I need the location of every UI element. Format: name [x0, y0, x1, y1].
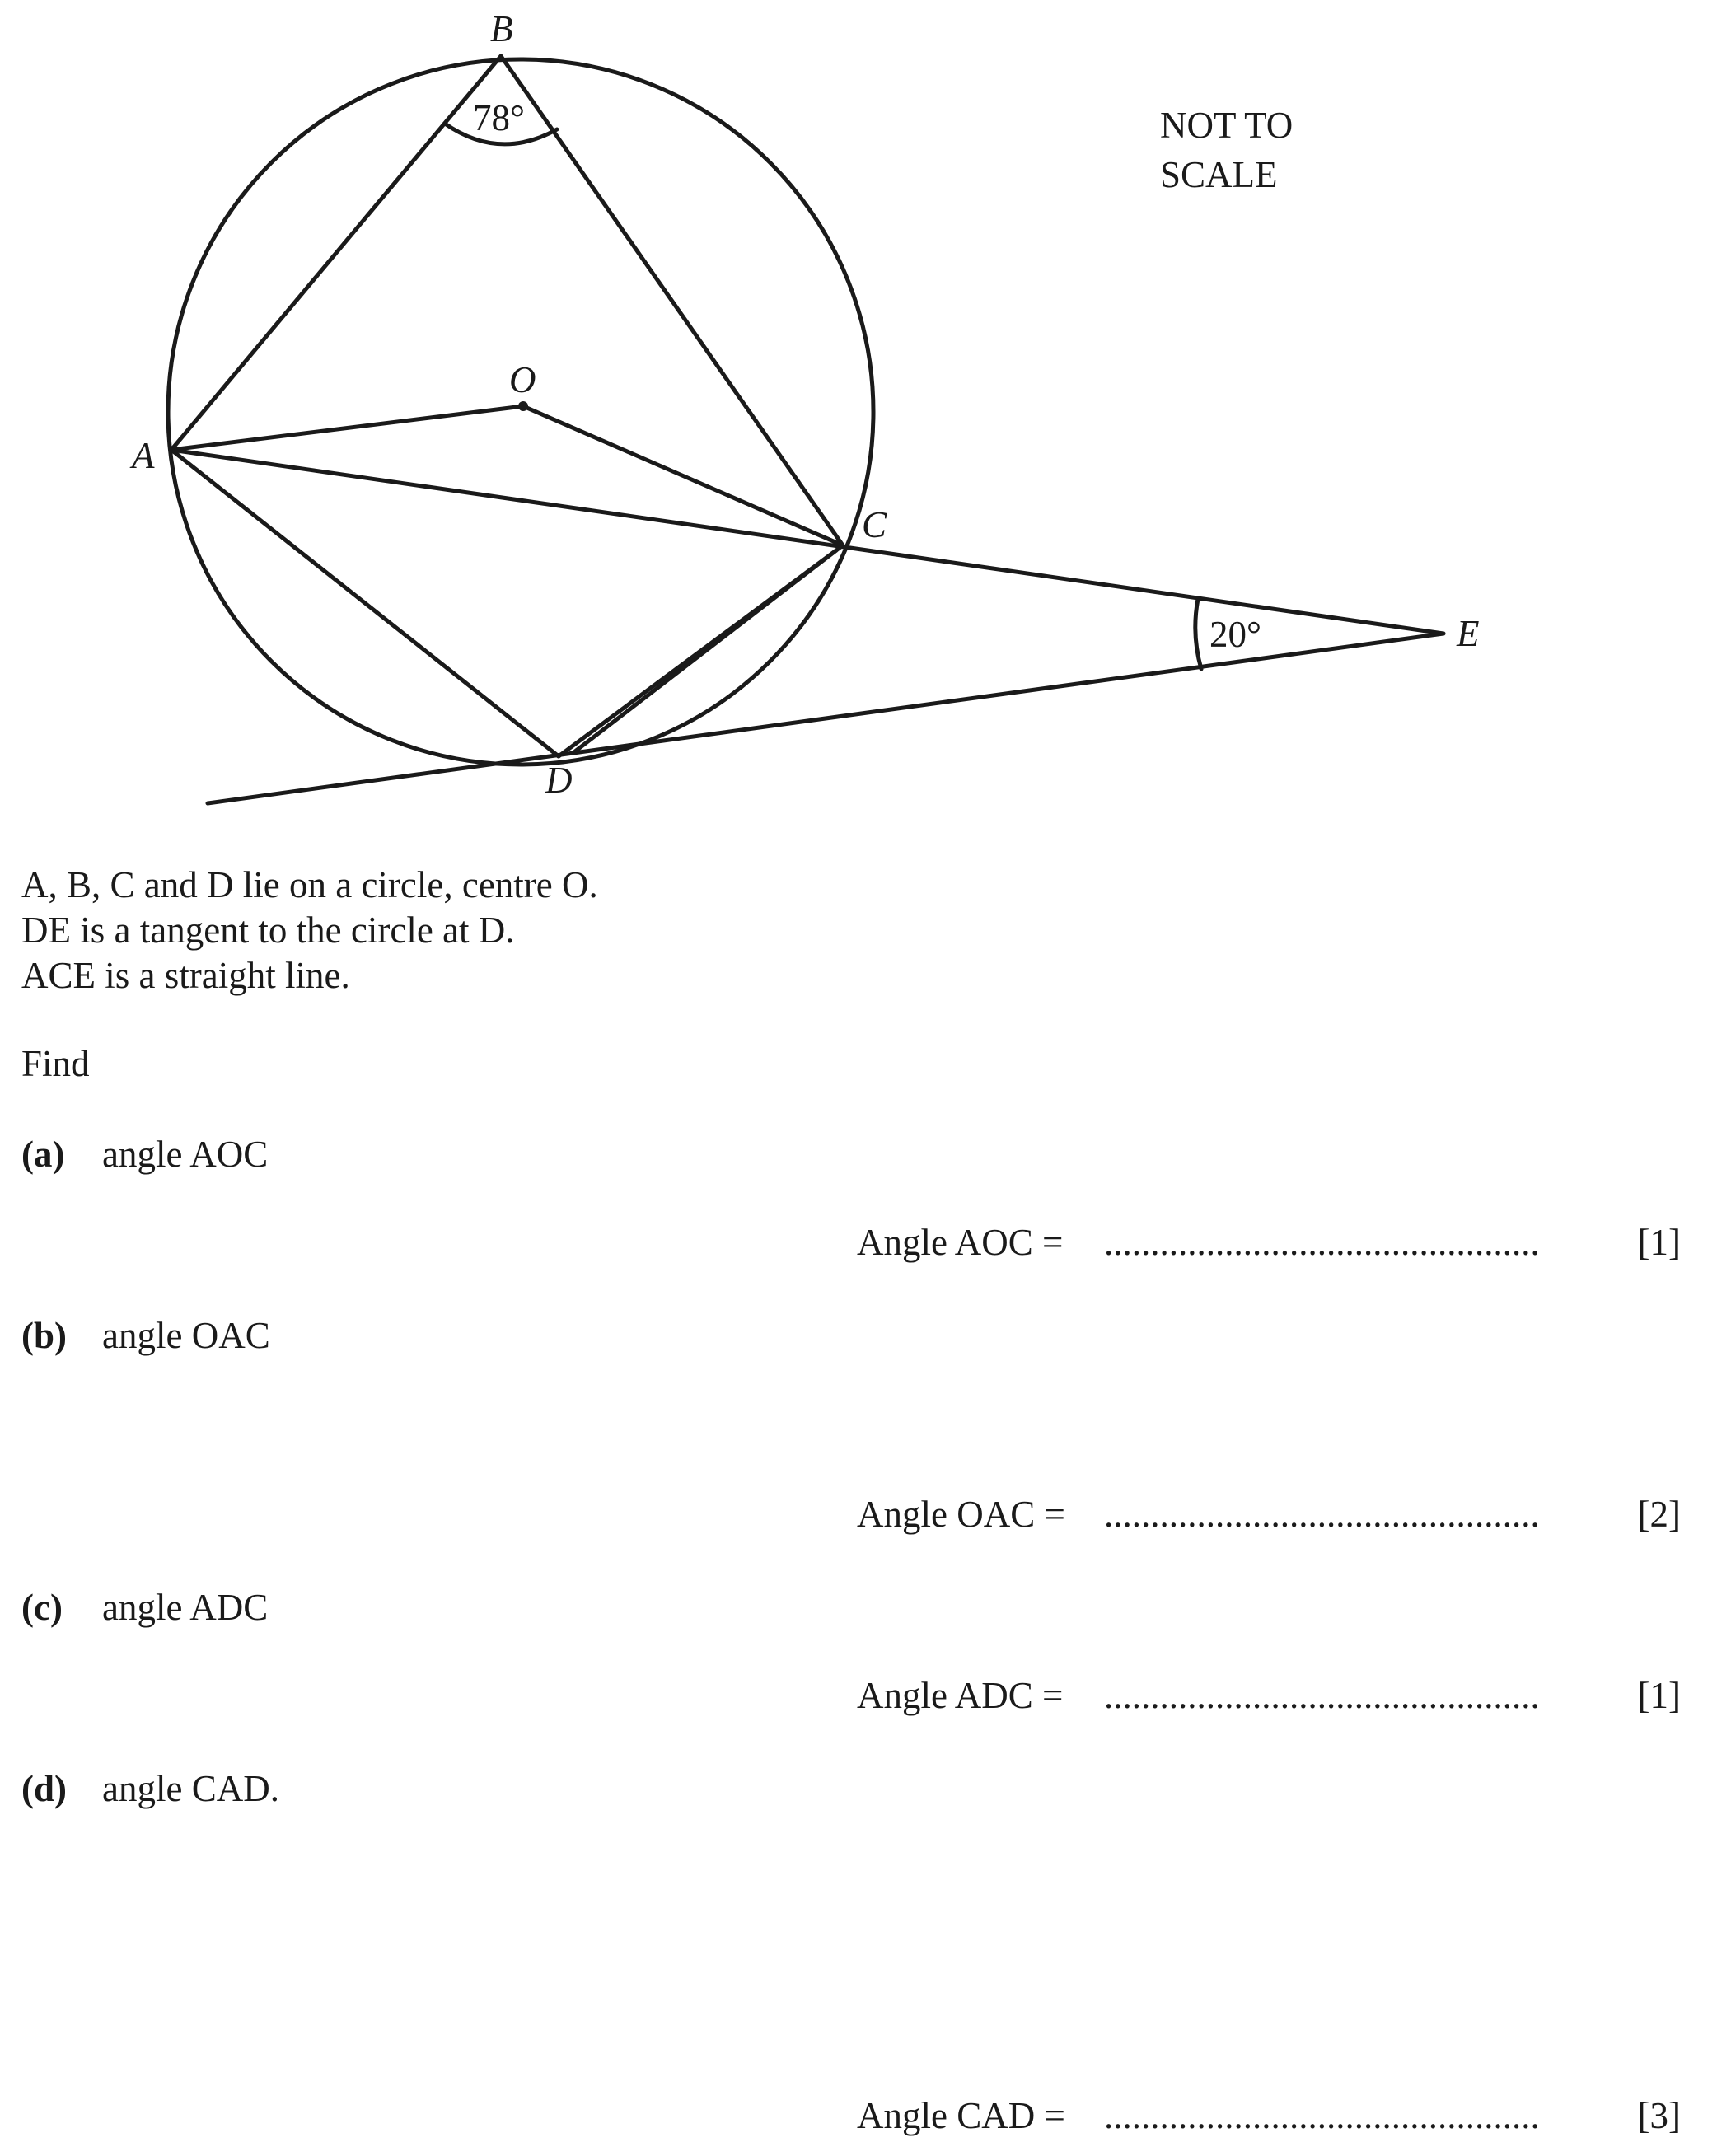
find-label: Find [21, 1043, 90, 1084]
note-line-2: SCALE [1160, 154, 1278, 195]
part-c-answer-label: Angle ADC = [857, 1675, 1064, 1716]
part-b-answer-dots[interactable]: ............................................... [1104, 1494, 1540, 1535]
part-b-answer-line[interactable] [857, 1493, 1681, 1536]
part-a-answer-label: Angle AOC = [857, 1222, 1064, 1263]
part-b-question [21, 1314, 270, 1357]
part-a-answer-dots[interactable]: ............................................... [1104, 1222, 1540, 1263]
label-point-o: O [509, 359, 536, 400]
label-point-a: A [132, 435, 155, 476]
statement-1: A, B, C and D lie on a circle, centre O. [21, 864, 598, 905]
part-d-answer-line[interactable] [857, 2094, 1681, 2137]
circle-geometry-diagram [0, 0, 1731, 824]
note-line-1: NOT TO [1160, 105, 1294, 146]
label-point-e: E [1457, 613, 1480, 654]
centre-point [518, 401, 528, 411]
part-d-answer-label: Angle CAD = [857, 2095, 1065, 2136]
line-ace [171, 450, 1443, 634]
part-a-question [21, 1133, 268, 1176]
angle-arc-e [1195, 599, 1201, 669]
tangent-de [208, 634, 1443, 803]
part-c-label: (c) [21, 1587, 63, 1628]
part-a-marks: [1] [1637, 1222, 1681, 1263]
part-d-question [21, 1767, 279, 1810]
statement-3: ACE is a straight line. [21, 955, 350, 996]
part-b-answer-label: Angle OAC = [857, 1494, 1065, 1535]
radius-oa [171, 406, 523, 450]
label-point-c: C [862, 504, 887, 545]
angle-e-value: 20° [1209, 614, 1261, 655]
part-c-answer-line[interactable] [857, 1674, 1681, 1717]
part-c-answer-dots[interactable]: ............................................... [1104, 1675, 1540, 1716]
not-to-scale-note [1160, 101, 1293, 199]
part-d-marks: [3] [1637, 2095, 1681, 2136]
part-b-marks: [2] [1637, 1494, 1681, 1535]
statement-2: DE is a tangent to the circle at D. [21, 910, 515, 951]
part-a-answer-line[interactable] [857, 1221, 1681, 1264]
part-d-answer-dots[interactable]: ............................................... [1104, 2095, 1540, 2136]
part-a-label: (a) [21, 1134, 65, 1175]
angle-b-value: 78° [473, 97, 525, 138]
part-d-label: (d) [21, 1768, 67, 1809]
part-c-marks: [1] [1637, 1675, 1681, 1716]
part-b-text: angle OAC [102, 1315, 270, 1356]
part-a-text: angle AOC [102, 1134, 269, 1175]
part-c-question [21, 1586, 268, 1629]
label-point-d: D [545, 760, 573, 801]
part-b-label: (b) [21, 1315, 67, 1356]
chord-ab [171, 56, 501, 450]
label-point-b: B [490, 8, 513, 49]
part-d-text: angle CAD. [102, 1768, 279, 1809]
part-c-text: angle ADC [102, 1587, 269, 1628]
circle [168, 59, 873, 765]
